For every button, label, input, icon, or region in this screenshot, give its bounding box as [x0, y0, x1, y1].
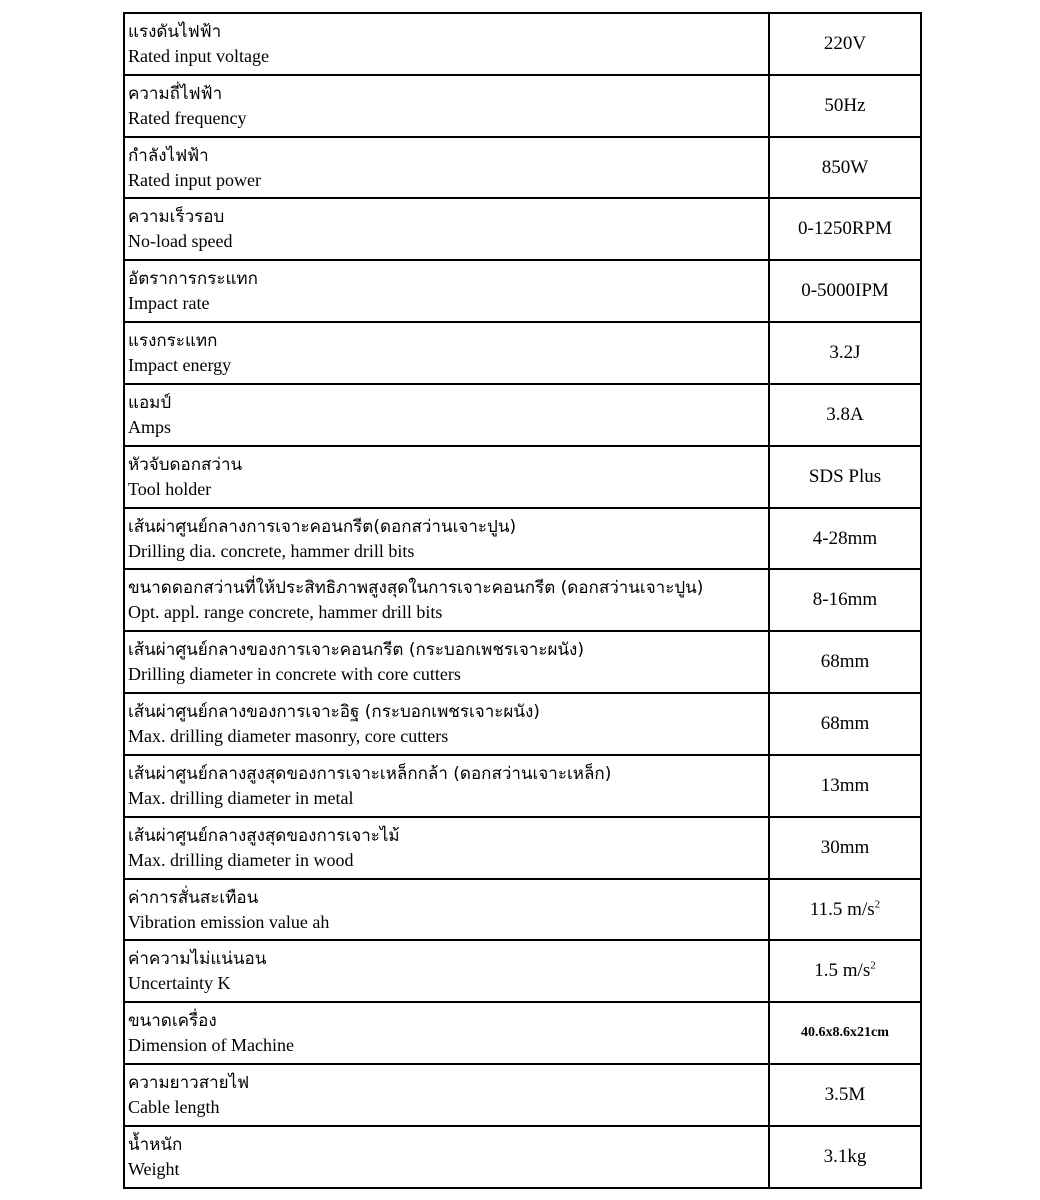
spec-label-english: Impact rate [128, 293, 210, 314]
spec-value: 1.5 m/s [814, 960, 871, 982]
spec-value-exponent: 2 [870, 960, 876, 972]
spec-row-dimension [124, 1002, 921, 1064]
spec-row-impact-rate [124, 260, 921, 322]
spec-label-cell [124, 75, 769, 137]
spec-label-cell [124, 446, 769, 508]
spec-value: 0-5000IPM [769, 260, 921, 322]
spec-label-english: Max. drilling diameter in wood [128, 849, 354, 870]
spec-value: 3.8A [769, 384, 921, 446]
spec-label-cell [124, 384, 769, 446]
spec-label-english: Rated input power [128, 169, 261, 190]
spec-label-cell [124, 1126, 769, 1188]
spec-label-english: Vibration emission value ah [128, 911, 330, 932]
spec-row-frequency [124, 75, 921, 137]
spec-label-thai: เส้นผ่าศูนย์กลางของการเจาะคอนกรีต (กระบอกเพชรเจาะผนัง) [128, 640, 584, 661]
spec-label-thai: แรงดันไฟฟ้า [128, 21, 222, 42]
spec-label-cell [124, 508, 769, 570]
spec-label-thai: ขนาดเครื่อง [128, 1011, 217, 1032]
spec-label-english: Opt. appl. range concrete, hammer drill bits [128, 602, 443, 623]
spec-label-thai: เส้นผ่าศูนย์กลางสูงสุดของการเจาะไม้ [128, 825, 400, 846]
spec-label-thai: เส้นผ่าศูนย์กลางของการเจาะอิฐ (กระบอกเพชรเจาะผนัง) [128, 702, 540, 723]
spec-value: 0-1250RPM [769, 198, 921, 260]
spec-label-thai: แอมป์ [128, 392, 172, 413]
spec-label-thai: ความยาวสายไฟ [128, 1072, 250, 1093]
spec-label-cell [124, 198, 769, 260]
spec-label-english: Max. drilling diameter masonry, core cutters [128, 726, 449, 747]
spec-row-vibration [124, 879, 921, 941]
spec-label-thai: กำลังไฟฟ้า [128, 145, 209, 166]
spec-value: 50Hz [769, 75, 921, 137]
spec-label-thai: เส้นผ่าศูนย์กลางการเจาะคอนกรีต(ดอกสว่านเจาะปูน) [128, 516, 517, 537]
spec-row-amps [124, 384, 921, 446]
spec-label-cell [124, 879, 769, 941]
spec-label-thai: เส้นผ่าศูนย์กลางสูงสุดของการเจาะเหล็กกล้า (ดอกสว่านเจาะเหล็ก) [128, 763, 612, 784]
spec-row-uncertainty [124, 940, 921, 1002]
spec-label-cell [124, 1064, 769, 1126]
spec-row-metal [124, 755, 921, 817]
spec-label-english: Rated input voltage [128, 45, 269, 66]
spec-value: 4-28mm [769, 508, 921, 570]
spec-label-english: Dimension of Machine [128, 1035, 294, 1056]
spec-row-core-masonry [124, 693, 921, 755]
spec-label-english: Tool holder [128, 478, 212, 499]
spec-label-cell [124, 260, 769, 322]
spec-row-impact-energy [124, 322, 921, 384]
spec-label-cell [124, 569, 769, 631]
spec-label-english: Drilling dia. concrete, hammer drill bits [128, 540, 415, 561]
spec-row-core-concrete [124, 631, 921, 693]
spec-label-thai: ขนาดดอกสว่านที่ให้ประสิทธิภาพสูงสุดในการเจาะคอนกรีต (ดอกสว่านเจาะปูน) [128, 578, 704, 599]
spec-value: 30mm [769, 817, 921, 879]
spec-label-thai: อัตราการกระแทก [128, 269, 258, 290]
spec-value: 3.5M [769, 1064, 921, 1126]
spec-label-thai: น้ำหนัก [128, 1134, 183, 1155]
spec-label-cell [124, 940, 769, 1002]
spec-value: 40.6x8.6x21cm [769, 1002, 921, 1064]
spec-value: 850W [769, 137, 921, 199]
spec-row-wood [124, 817, 921, 879]
spec-label-english: Amps [128, 416, 172, 437]
spec-label-english: No-load speed [128, 231, 233, 252]
spec-label-english: Impact energy [128, 355, 232, 376]
spec-label-english: Rated frequency [128, 107, 247, 128]
spec-row-optimal-range [124, 569, 921, 631]
spec-label-english: Max. drilling diameter in metal [128, 787, 354, 808]
spec-value-cell [769, 879, 921, 941]
spec-label-cell [124, 817, 769, 879]
spec-label-cell [124, 13, 769, 75]
spec-value: 13mm [769, 755, 921, 817]
spec-value-cell [769, 940, 921, 1002]
spec-row-power [124, 137, 921, 199]
spec-value: 3.2J [769, 322, 921, 384]
spec-row-drilling-concrete [124, 508, 921, 570]
spec-value: 3.1kg [769, 1126, 921, 1188]
spec-value: 11.5 m/s [809, 898, 875, 920]
spec-label-thai: ค่าความไม่แน่นอน [128, 949, 267, 970]
spec-value: SDS Plus [769, 446, 921, 508]
spec-value: 68mm [769, 693, 921, 755]
spec-label-cell [124, 322, 769, 384]
spec-label-english: Drilling diameter in concrete with core cutters [128, 664, 461, 685]
spec-label-english: Cable length [128, 1096, 220, 1117]
spec-value-exponent: 2 [874, 898, 881, 911]
spec-row-speed [124, 198, 921, 260]
spec-label-cell [124, 755, 769, 817]
spec-label-cell [124, 631, 769, 693]
spec-label-thai: ความเร็วรอบ [128, 207, 225, 228]
spec-label-cell [124, 1002, 769, 1064]
spec-value: 68mm [769, 631, 921, 693]
spec-value: 220V [769, 13, 921, 75]
spec-row-cable [124, 1064, 921, 1126]
spec-row-tool-holder [124, 446, 921, 508]
spec-label-cell [124, 137, 769, 199]
spec-label-thai: ค่าการสั่นสะเทือน [128, 887, 259, 908]
spec-label-thai: ความถี่ไฟฟ้า [128, 83, 223, 104]
spec-label-english: Uncertainty K [128, 973, 231, 994]
spec-row-voltage [124, 13, 921, 75]
spec-label-thai: แรงกระแทก [128, 331, 218, 352]
spec-label-english: Weight [128, 1158, 180, 1179]
spec-row-weight [124, 1126, 921, 1188]
spec-label-thai: หัวจับดอกสว่าน [128, 454, 243, 475]
spec-table [123, 12, 922, 1189]
spec-value: 8-16mm [769, 569, 921, 631]
spec-label-cell [124, 693, 769, 755]
